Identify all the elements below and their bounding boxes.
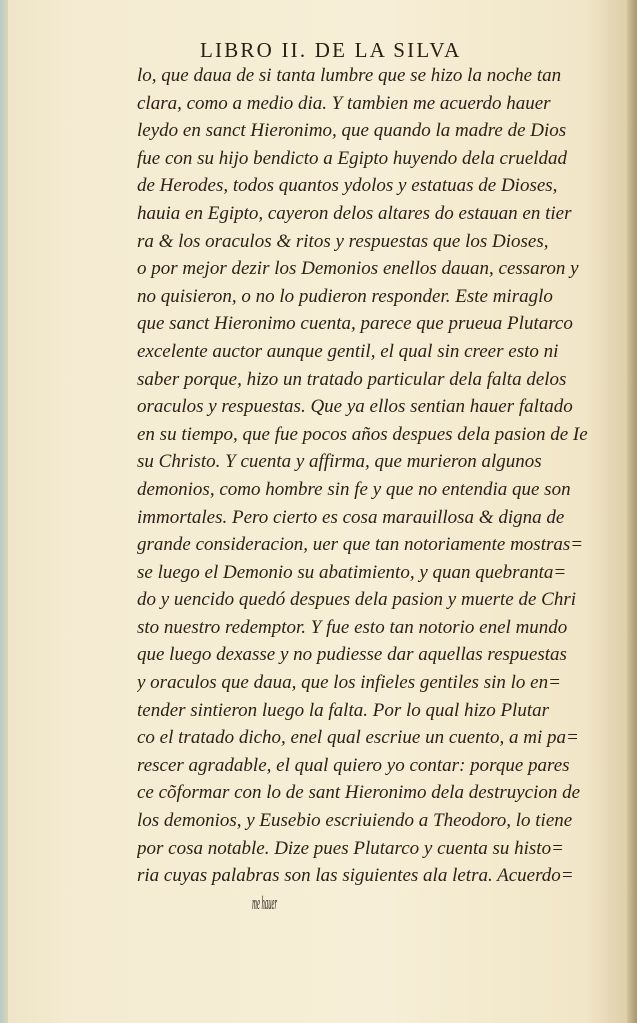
text-line: demonios, como hombre sin fe y que no entendia que son [137, 478, 571, 500]
text-line: y oraculos que daua, que los infieles gentiles sin lo en= [137, 672, 561, 694]
text-line: leydo en sanct Hieronimo, que quando la madre de Dios [137, 120, 567, 142]
text-line: tender sintieron luego la falta. Por lo qual hizo Plutar [137, 699, 550, 721]
text-line: ria cuyas palabras son las siguientes ala letra. Acuerdo= [137, 865, 574, 887]
text-line: en su tiempo, que fue pocos años despues dela pasion de Ie [137, 423, 588, 445]
text-line: por cosa notable. Dize pues Plutarco y cuenta su histo= [137, 837, 564, 859]
text-line: de Herodes, todos quantos ydolos y estatuas de Dioses, [137, 175, 558, 197]
text-line: excelente auctor aunque gentil, el qual sin creer esto ni [137, 340, 559, 362]
text-line: fue con su hijo bendicto a Egipto huyendo dela crueldad [137, 147, 568, 169]
page-right-edge [627, 0, 637, 1023]
text-line: hauia en Egipto, cayeron delos altares do estauan en tier [137, 202, 572, 224]
text-line: ce cõformar con lo de sant Hieronimo dela destruycion de [137, 782, 581, 804]
page-left-edge [0, 0, 8, 1023]
running-header: LIBRO II. DE LA SILVA [200, 38, 462, 62]
text-line: su Christo. Y cuenta y affirma, que murieron algunos [137, 451, 542, 473]
text-line: immortales. Pero cierto es cosa marauillosa & digna de [137, 506, 565, 528]
text-line: lo, que daua de si tanta lumbre que se hizo la noche tan [137, 65, 562, 86]
text-line: ra & los oraculos & ritos y respuestas que los Dioses, [137, 230, 549, 252]
text-line: co el tratado dicho, enel qual escriue un cuento, a mi pa= [137, 727, 579, 749]
text-line: grande consideracion, uer que tan notoriamente mostras= [137, 534, 584, 556]
body-text [137, 62, 607, 917]
text-line: no quisieron, o no lo pudieron responder. Este miraglo [137, 285, 553, 307]
text-line: rescer agradable, el qual quiero yo contar: porque pares [137, 754, 570, 776]
catchword: me hauer [252, 892, 278, 914]
text-line: oraculos y respuestas. Que ya ellos sentian hauer faltado [137, 396, 573, 418]
text-line: que sanct Hieronimo cuenta, parece que prueua Plutarco [137, 313, 573, 335]
text-line: saber porque, hizo un tratado particular dela falta delos [137, 368, 567, 390]
text-line: se luego el Demonio su abatimiento, y quan quebranta= [137, 561, 567, 583]
text-line: clara, como a medio dia. Y tambien me acuerdo hauer [137, 92, 551, 114]
text-line: o por mejor dezir los Demonios enellos dauan, cessaron y [137, 258, 579, 280]
text-line: los demonios, y Eusebio escriuiendo a Theodoro, lo tiene [137, 810, 573, 832]
text-line: sto nuestro redemptor. Y fue esto tan notorio enel mundo [137, 616, 568, 638]
text-line: que luego dexasse y no pudiesse dar aquellas respuestas [137, 644, 567, 666]
text-line: do y uencido quedó despues dela pasion y muerte de Chri [137, 589, 577, 611]
